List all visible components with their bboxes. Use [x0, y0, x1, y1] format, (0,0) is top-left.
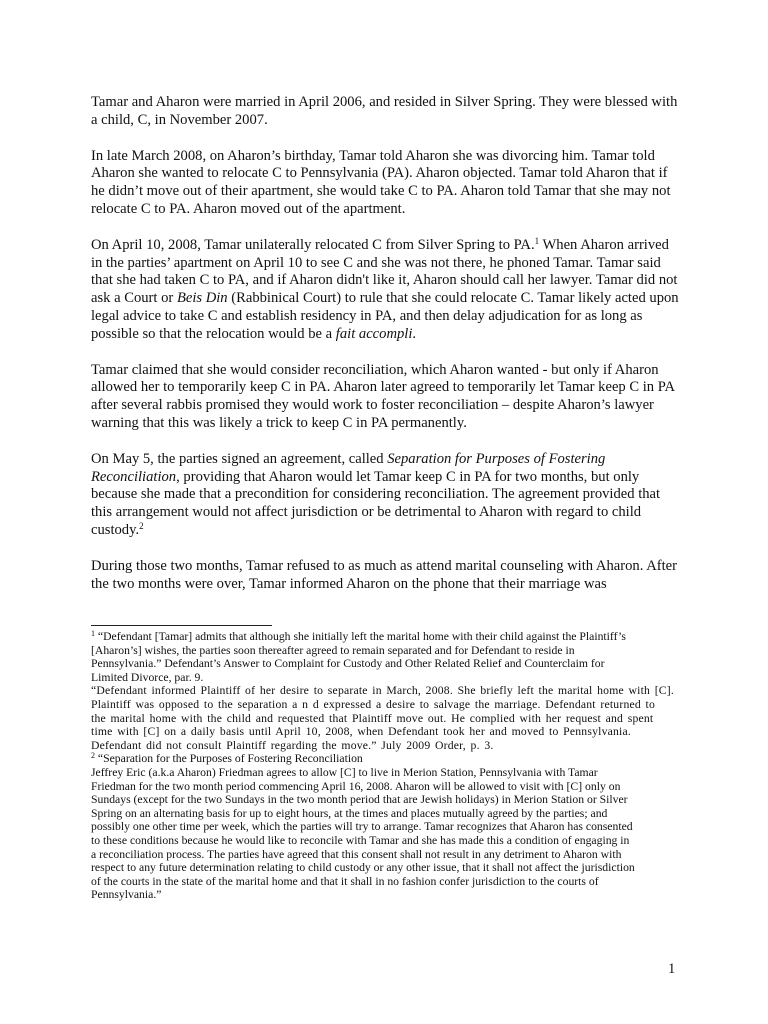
relocation-text-2: When Aharon arrived in the parties’ apartment on April 10 to see C and she was not there, he phoned Tamar. Tamar said that she had taken C to PA, and if Aharon didn't like it, Aharon should call her lawyer. Tamar did not ask a Court or	[91, 236, 678, 307]
beis-din-term: Beis Din	[176, 290, 228, 307]
paragraph-relocation	[91, 237, 681, 344]
footnote-2-line: Sundays (except for the two Sundays in the two month period that are Jewish holidays) in Merion Station or Silver	[91, 793, 628, 807]
relocation-text-3: (Rabbinical Court) to rule that she could relocate C. Tamar likely acted upon legal advice to take C and establish residency in PA, and then delay adjudication for as long as possible so that the relocation would be a	[91, 290, 679, 342]
paragraph-two-months: During those two months, Tamar refused to as much as attend marital counseling with Aharon. After the two months were over, Tamar informed Aharon on the phone that their marriage was	[91, 557, 677, 592]
footnote-1-order-quote-line: Defendant did not consult Plaintiff regarding the move.” July 2009 Order, p. 3.	[91, 738, 494, 752]
paragraph-marriage: Tamar and Aharon were married in April 2006, and resided in Silver Spring. They were blessed with a child, C, in November 2007.	[91, 94, 678, 128]
footnote-ref-2[interactable]: 2	[139, 520, 144, 531]
footnote-2-line: possibly one other time per week, which the parties will try to arrange. Tamar recognizes that Aharon has consented	[91, 820, 633, 834]
footnote-1-text: “Defendant [Tamar] admits that although she initially left the marital home with their child against the Plaintiff’s	[95, 630, 626, 643]
footnote-1-order-quote-line: time with [C] on a daily basis until April 10, 2008, when Defendant took her and moved to Pennsylvania.	[91, 725, 632, 739]
agreement-title: Separation for Purposes of Fostering Reconciliation	[91, 450, 606, 485]
footnote-2-line: Pennsylvania.”	[91, 888, 162, 902]
footnote-1-marker: 1	[91, 629, 95, 638]
relocation-text-4: .	[412, 325, 417, 342]
paragraph-agreement	[91, 451, 681, 540]
footnote-2-line: Friedman for the two month period commencing April 16, 2008. Aharon will be allowed to visit with [C] only on	[91, 779, 621, 793]
agreement-text-2: , providing that Aharon would let Tamar keep C in PA for two months, but only because she made that a precondition for considering reconciliation. The agreement provided that this arrangement would not affect jurisdiction or be detrimental to Aharon with regard to child custody.	[91, 468, 661, 538]
footnote-divider	[91, 625, 272, 626]
footnote-2-line: of the courts in the state of the marital home and that it shall in no fashion confer jurisdiction to the courts of	[91, 874, 599, 888]
footnote-ref-1[interactable]: 1	[534, 235, 540, 246]
footnote-2-title: “Separation for the Purposes of Fostering Reconciliation	[95, 752, 363, 766]
footnote-2-line: Jeffrey Eric (a.k.a Aharon) Friedman agrees to allow [C] to live in Merion Station, Pennsylvania with Tamar	[91, 765, 598, 779]
footnote-2-line: to these conditions because he would like to reconcile with Tamar and she has made this a condition of engaging in	[91, 833, 630, 847]
footnote-1-line	[91, 630, 691, 644]
agreement-text-1: On May 5, the parties signed an agreement, called	[91, 450, 388, 467]
footnote-2-marker: 2	[91, 751, 95, 761]
footnote-1-order-quote-line: the marital home with the child and requested that Plaintiff move out. He complied with her request and spent	[91, 711, 654, 725]
footnote-2-line: respect to any future determination relating to child custody or any other issue, that it shall not affect the jurisdiction	[91, 861, 635, 875]
paragraph-reconciliation: Tamar claimed that she would consider reconciliation, which Aharon wanted - but only if Aharon allowed her to temporarily keep C in PA. Aharon later agreed to temporarily let Tamar keep C in PA after several rabbis promised they would work to foster reconciliation – despite Aharon’s lawyer warning that this was likely a trick to keep C in PA permanently.	[91, 361, 675, 431]
footnote-2-line: a reconciliation process. The parties have agreed that this consent shall not result in any detriment to Aharon with	[91, 847, 622, 861]
relocation-text-1: On April 10, 2008, Tamar unilaterally relocated C from Silver Spring to PA.	[91, 236, 535, 253]
footnote-2-line: Spring on an alternating basis for up to eight hours, at the times and places mutually agreed by the parties; and	[91, 806, 608, 820]
footnote-1-line: [Aharon’s] wishes, the parties soon thereafter agreed to remain separated and for Defendant to reside in	[91, 643, 575, 657]
footnotes	[91, 630, 691, 902]
footnote-1-order-quote-line: Plaintiff was opposed to the separation a n d expressed a desire to salvage the marriage. Defendant returned to	[91, 697, 656, 711]
footnote-1-line: Limited Divorce, par. 9.	[91, 670, 204, 684]
fait-accompli-term: fait accompli	[335, 325, 413, 342]
footnote-2-line	[91, 752, 691, 766]
paragraph-divorce-announcement: In late March 2008, on Aharon’s birthday, Tamar told Aharon she was divorcing him. Tamar told Aharon she wanted to relocate C to Pennsylvania (PA). Aharon objected. Tamar told Aharon that if he didn’t move out of their apartment, she would take C to PA. Aharon told Tamar that she may not relocate C to PA. Aharon moved out of the apartment.	[91, 147, 671, 217]
footnote-1-order-quote-line: “Defendant informed Plaintiff of her desire to separate in March, 2008. She briefly left the marital home with [C].	[91, 684, 675, 698]
document-body	[91, 94, 681, 611]
page-number: 1	[668, 961, 676, 977]
footnote-1-line: Pennsylvania.” Defendant’s Answer to Complaint for Custody and Other Related Relief and Counterclaim for	[91, 657, 605, 671]
